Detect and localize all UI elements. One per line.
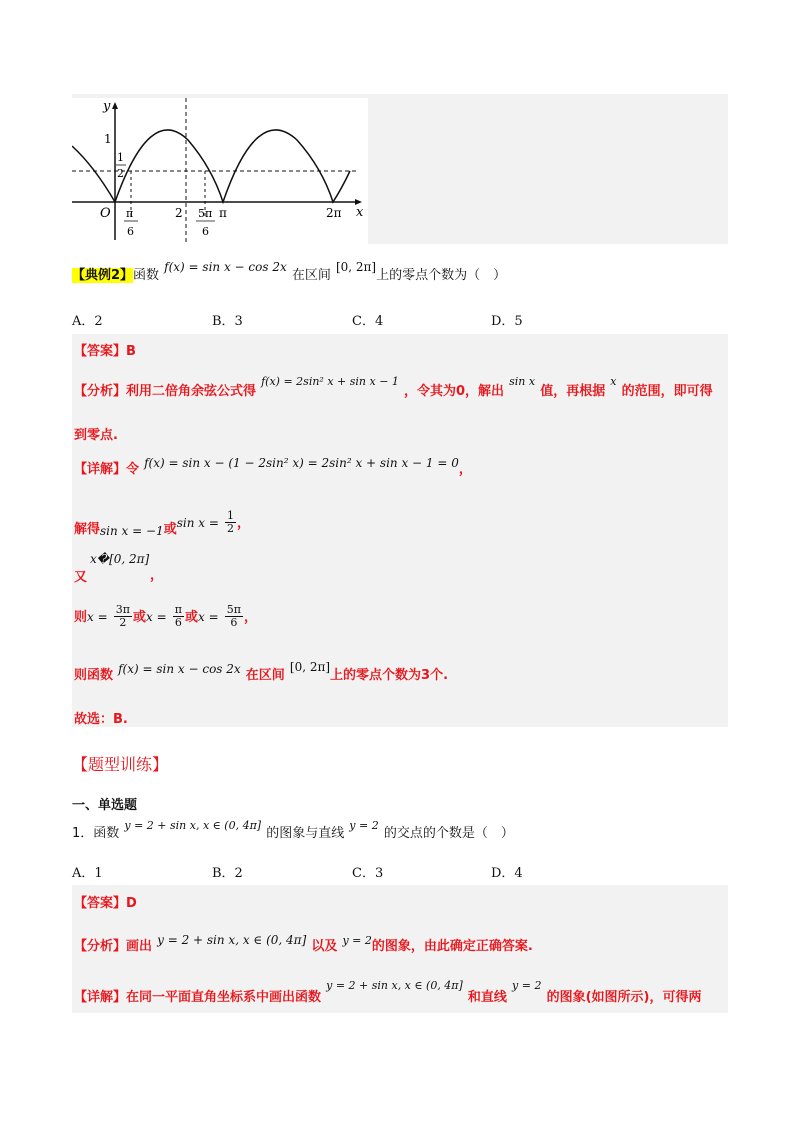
training-title: 【题型训练】 <box>72 755 169 774</box>
q1-detail: 【详解】在同一平面直角坐标系中画出函数 $^{y = 2 + sin x, x \in (0, 4\pi]}$ 和直线 $^{y = 2}$ 的图象(如图所示)，可得两 <box>74 979 702 1005</box>
label-pi: π <box>219 206 227 220</box>
y-axis-label: y <box>103 99 111 114</box>
half-den: 2 <box>117 167 124 180</box>
choose-line: 故选：B. <box>74 712 128 727</box>
q1-option-c: C．3 <box>352 866 384 881</box>
pi6-den: 6 <box>127 225 134 238</box>
example2-option-d: D．5 <box>491 314 523 329</box>
tick-1: 1 <box>104 132 112 146</box>
example-tag: 【典例2】 <box>72 268 134 283</box>
q1-answer: 【答案】D <box>74 896 137 911</box>
analysis-line-2: 到零点. <box>74 428 118 443</box>
example2-option-c: C．4 <box>352 314 384 329</box>
function-graph <box>72 98 368 244</box>
example2-formula: f(x) = sin x − cos 2x <box>164 260 287 274</box>
q1-line: 1．函数 $^{y = 2 + sin x, x \in (0, 4\pi]}$ 的图象与直线 $^{y = 2}$ 的交点的个数是（ ） <box>72 819 514 841</box>
origin-label: O <box>100 206 111 221</box>
example2-option-a: A．2 <box>72 314 103 329</box>
ze-line: 则x = $\frac{3\pi}{2}$ 或x = $\frac{\pi}{6}$ 或x = $\frac{5\pi}{6}$ ， <box>74 603 257 629</box>
label-2pi: 2π <box>326 206 342 220</box>
q1-option-a: A．1 <box>72 866 103 881</box>
example2-interval: [0, 2π] <box>335 260 377 274</box>
analysis-line: 【分析】利用二倍角余弦公式得 $^{f(x) = 2sin^2 x + sin x - 1}$ ，令其为0，解出 $^{sin x}$ 值，再根据 $^x$ 的范围，即可得 <box>74 375 713 399</box>
q1-option-b: B．2 <box>212 866 243 881</box>
label-2: 2 <box>175 206 183 220</box>
pi6-num: π <box>126 207 134 220</box>
pi56-num: 5π <box>198 207 213 220</box>
detail-line: 【详解】令 $^{f(x) = sin x - (1 - 2sin^2 x) = 2sin^2 x + sin x - 1 = 0}$， <box>74 456 472 477</box>
pi56-den: 6 <box>202 225 209 238</box>
x-axis-label: x <box>356 205 364 220</box>
solve-line: $_{解得sin x = -1或}$sin x = $\frac{1}{2}$ ， <box>74 509 251 538</box>
example2-option-b: B．3 <box>212 314 243 329</box>
q1-option-d: D．4 <box>491 866 523 881</box>
q1-analysis: 【分析】画出 $^{y = 2 + sin x, x \in (0, 4\pi]}$ 以及 $^{y = 2}$的图象，由此确定正确答案. <box>74 933 533 954</box>
example2-question: 【典例2】函数 $^{f(x) = sin x - cos 2x}$ 在区间 [0, 2π]上的零点个数为（ ） <box>72 260 507 283</box>
half-num: 1 <box>117 151 124 164</box>
conclusion-line: 则函数 $^{f(x) = sin x - cos 2x}$ 在区间 [0, 2π]上的零点个数为3个. <box>74 660 449 683</box>
answer-line: 【答案】B <box>74 344 136 359</box>
section-title: 一、单选题 <box>72 798 138 813</box>
